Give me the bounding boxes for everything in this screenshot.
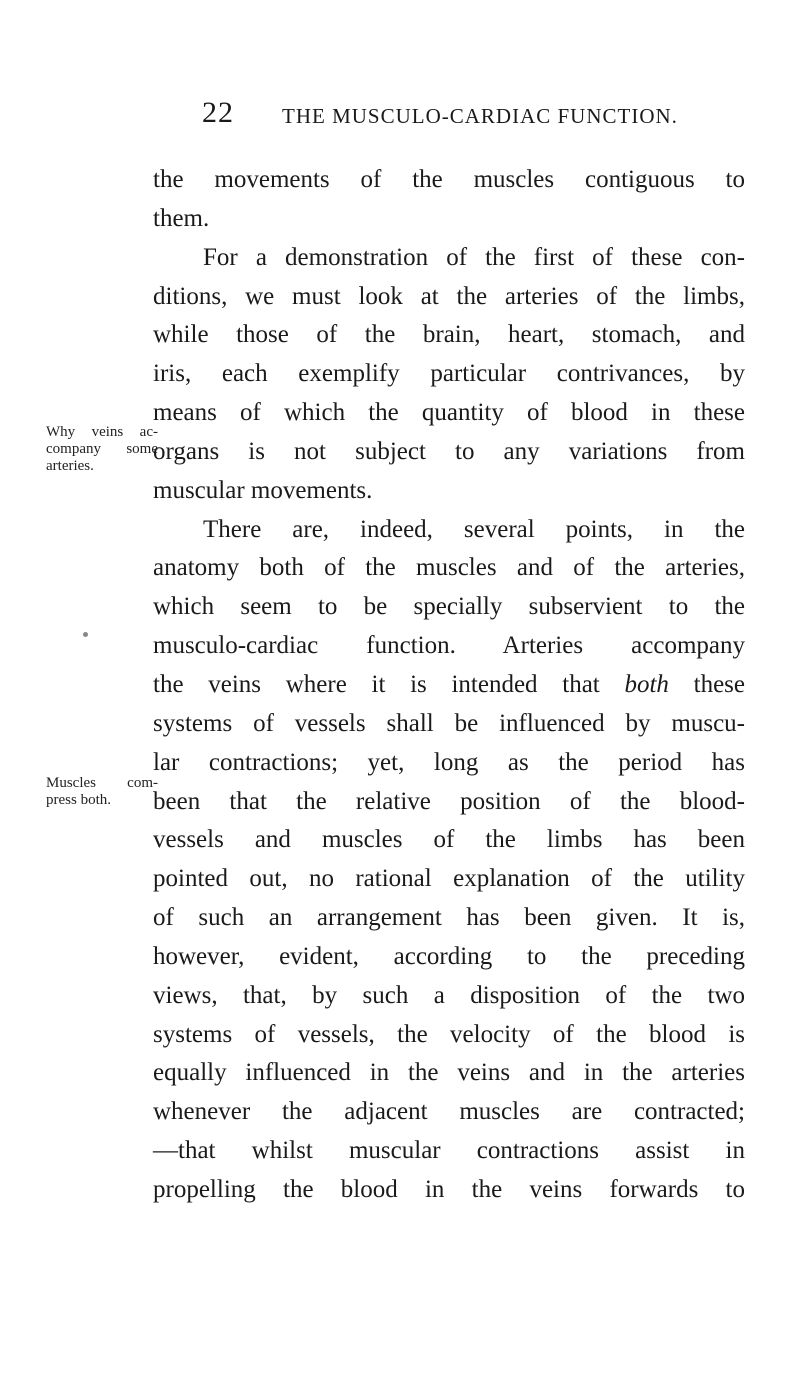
body-line: muscular movements. bbox=[153, 476, 373, 504]
body-line: —that whilst muscular contractions assist in bbox=[153, 1137, 745, 1165]
body-line: been that the relative position of the blood- bbox=[153, 787, 745, 815]
body-line-segment: the veins where it is intended that bbox=[153, 670, 600, 698]
body-line: lar contractions; yet, long as the period has bbox=[153, 748, 745, 776]
body-line: organs is not subject to any variations from bbox=[153, 437, 745, 465]
body-line: which seem to be specially subservient to the bbox=[153, 593, 745, 621]
body-line: There are, indeed, several points, in the bbox=[203, 515, 745, 543]
body-line: musculo-cardiac function. Arteries accompany bbox=[153, 632, 745, 660]
running-title: THE MUSCULO-CARDIAC FUNCTION. bbox=[282, 104, 678, 128]
margin-note-muscles-compress bbox=[46, 775, 158, 809]
body-line: whenever the adjacent muscles are contracted; bbox=[153, 1098, 745, 1126]
margin-note-line: arteries. bbox=[46, 458, 94, 474]
body-line: them. bbox=[153, 204, 210, 232]
body-line: iris, each exemplify particular contrivances, by bbox=[153, 360, 745, 388]
margin-note-line: Muscles com- bbox=[46, 775, 158, 791]
body-line: propelling the blood in the veins forwards to bbox=[153, 1175, 745, 1203]
page-number: 22 bbox=[202, 96, 234, 129]
body-line: equally influenced in the veins and in the arteries bbox=[153, 1059, 745, 1087]
body-line: systems of vessels, the velocity of the blood is bbox=[153, 1020, 745, 1048]
ink-speck bbox=[83, 632, 88, 637]
margin-note-line: Why veins ac- bbox=[46, 424, 158, 440]
body-line: the movements of the muscles contiguous to bbox=[153, 166, 745, 193]
margin-note-line: company some bbox=[46, 441, 158, 457]
body-line: anatomy both of the muscles and of the arteries, bbox=[153, 554, 745, 582]
body-line: systems of vessels shall be influenced by muscu- bbox=[153, 709, 745, 737]
body-line: views, that, by such a disposition of the two bbox=[153, 981, 745, 1009]
emphasis-both: both bbox=[624, 670, 669, 698]
body-line: while those of the brain, heart, stomach, and bbox=[153, 321, 745, 349]
margin-note-line: press both. bbox=[46, 792, 111, 808]
body-line: For a demonstration of the first of these con- bbox=[203, 243, 745, 271]
body-line: ditions, we must look at the arteries of the limbs, bbox=[153, 282, 745, 310]
body-line-segment: these bbox=[668, 670, 746, 698]
body-line: vessels and muscles of the limbs has been bbox=[153, 826, 745, 854]
body-line: means of which the quantity of blood in these bbox=[153, 399, 745, 427]
margin-note-veins-arteries bbox=[46, 424, 158, 475]
body-line: of such an arrangement has been given. It is, bbox=[153, 904, 745, 932]
body-line: however, evident, according to the preceding bbox=[153, 942, 745, 970]
body-line: pointed out, no rational explanation of the utility bbox=[153, 865, 745, 893]
body-line-with-emphasis bbox=[153, 666, 745, 705]
body-text bbox=[153, 161, 745, 1210]
